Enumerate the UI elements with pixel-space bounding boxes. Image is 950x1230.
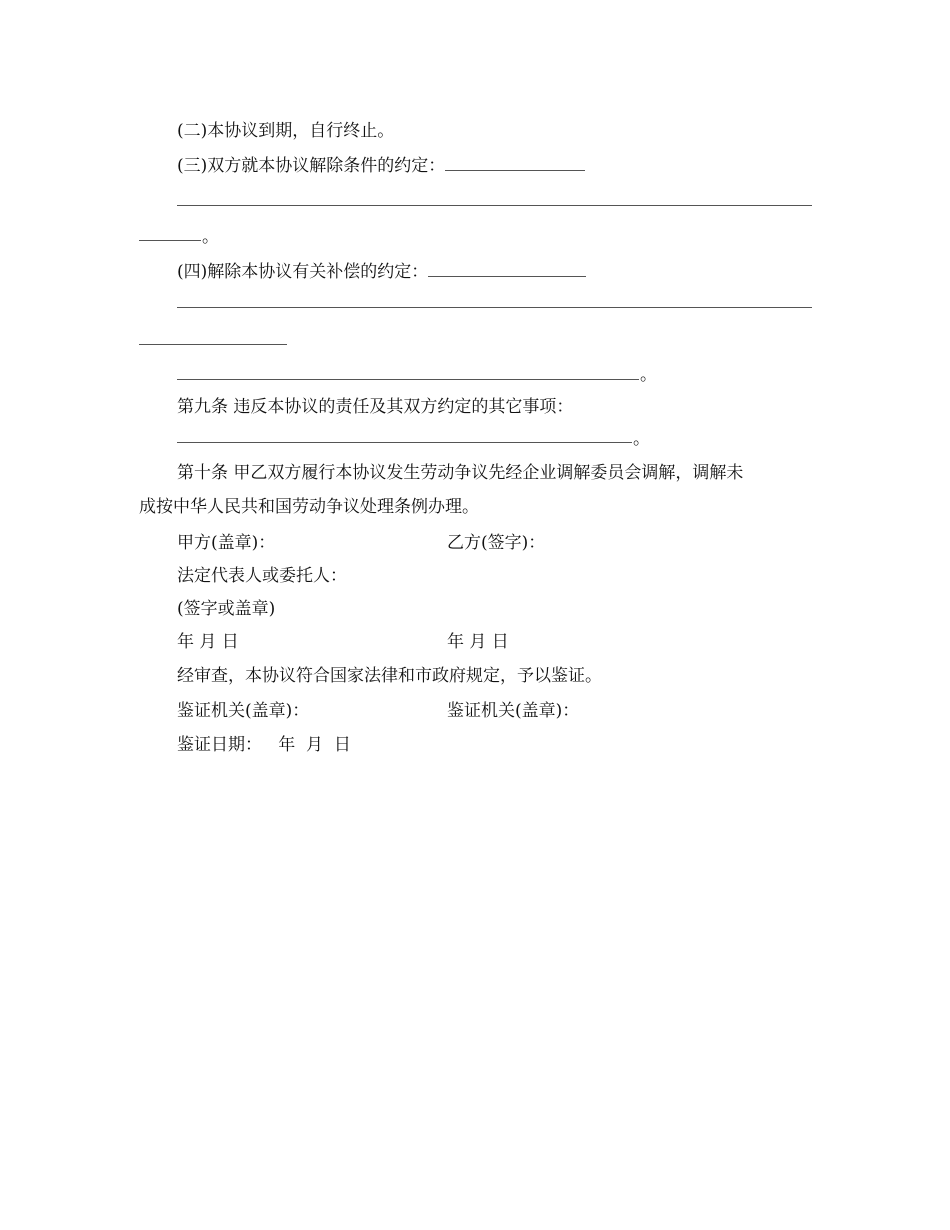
legal-rep-label: 法定代表人或委托人：	[177, 566, 347, 586]
item-2-text: (二)本协议到期，自行终止。	[177, 121, 395, 141]
party-b-date: 年 月 日	[447, 632, 509, 652]
verification-authority-a: 鉴证机关(盖章)：	[177, 701, 310, 721]
item-4-line	[177, 260, 586, 282]
party-a-date: 年 月 日	[177, 632, 239, 652]
item-4-text: (四)解除本协议有关补偿的约定：	[177, 262, 429, 282]
article-10-line-2: 成按中华人民共和国劳动争议处理条例办理。	[139, 497, 479, 517]
party-b-sign-label: 乙方(签字)：	[447, 533, 546, 553]
item-4-fill-line-2[interactable]	[139, 344, 287, 345]
item-3-fill-line-2[interactable]	[139, 240, 201, 241]
verification-statement: 经审查，本协议符合国家法律和市政府规定，予以鉴证。	[177, 666, 602, 686]
verification-date: 鉴证日期： 年 月 日	[177, 735, 351, 755]
item-3-fill-line-1[interactable]	[177, 205, 812, 206]
article-10-line-1: 第十条 甲乙双方履行本协议发生劳动争议先经企业调解委员会调解，调解未	[177, 463, 744, 483]
item-3-line	[177, 154, 585, 176]
item-3-blank[interactable]	[445, 154, 585, 171]
item-3-text: (三)双方就本协议解除条件的约定：	[177, 156, 446, 176]
party-a-seal-label: 甲方(盖章)：	[177, 533, 276, 553]
item-4-fill-line-1[interactable]	[177, 307, 812, 308]
article-9-fill-line[interactable]	[177, 442, 632, 443]
article-9-text: 第九条 违反本协议的责任及其双方约定的其它事项：	[177, 397, 574, 417]
item-4-blank[interactable]	[428, 260, 586, 277]
article-9-end-mark: 。	[633, 429, 650, 449]
item-4-fill-line-3[interactable]	[177, 379, 639, 380]
verification-authority-b: 鉴证机关(盖章)：	[447, 701, 580, 721]
sign-or-seal-label: (签字或盖章)	[177, 599, 276, 619]
item-3-end-mark: 。	[202, 227, 219, 247]
item-4-end-mark: 。	[640, 365, 657, 385]
